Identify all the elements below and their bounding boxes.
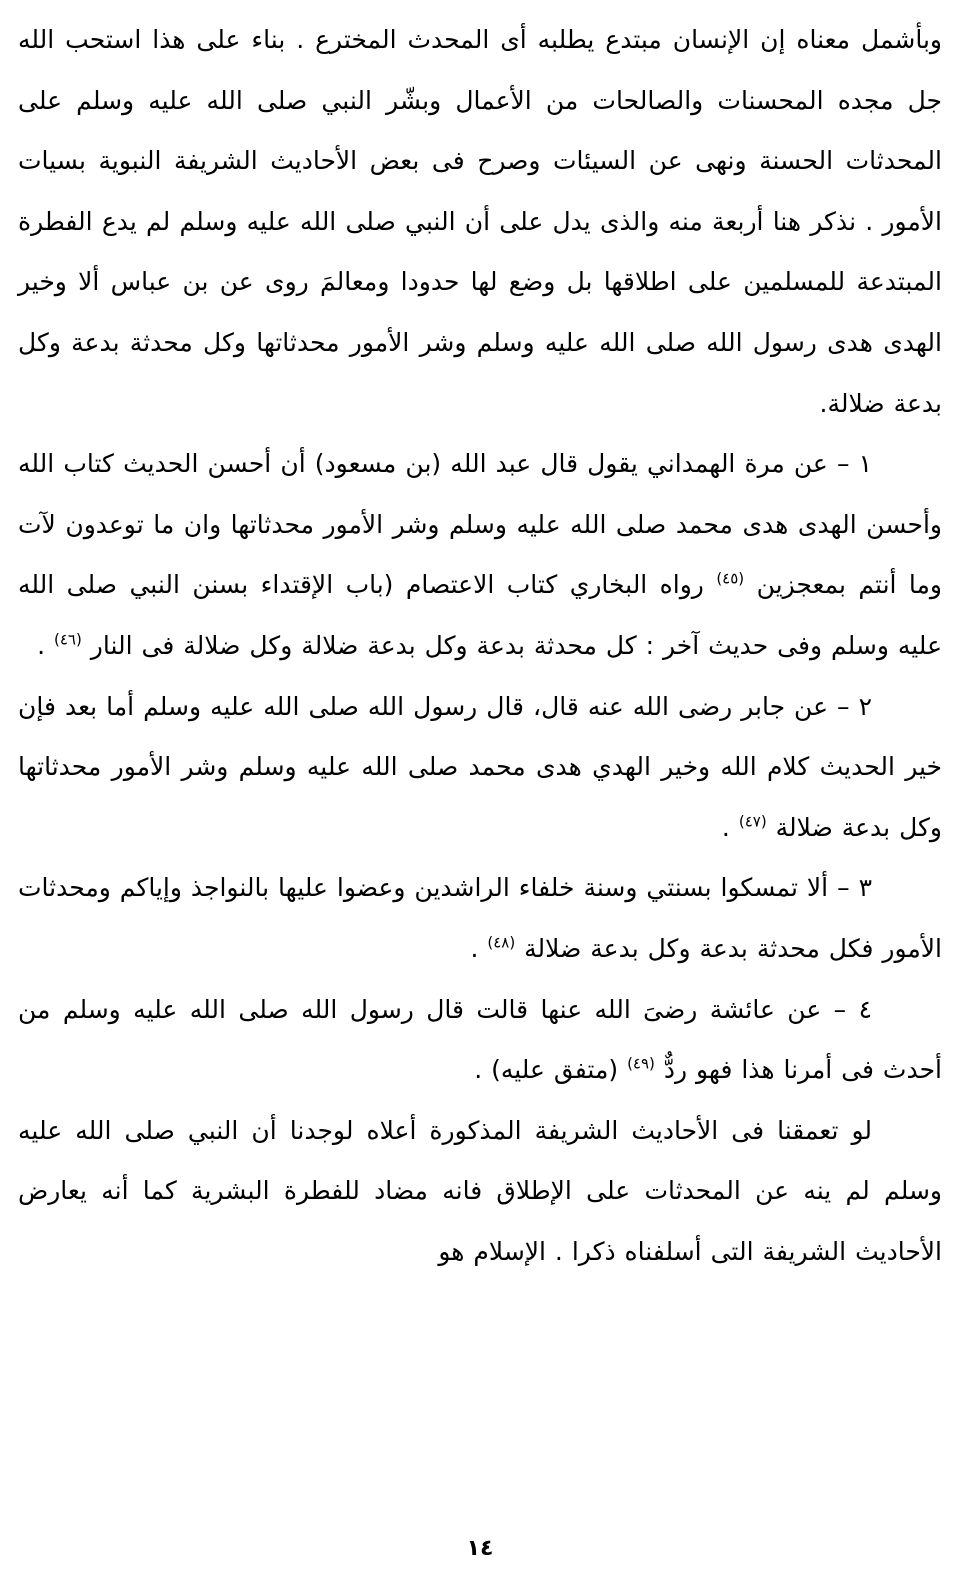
footnote-ref-47: (٤٧) xyxy=(738,812,767,831)
paragraph-intro-text: وبأشمل معناه إن الإنسان مبتدع يطلبه أى المحدث المخترع . بناء على هذا استحب الله جل مجده المحسنات والصالحات من الأعمال وبشّر النبي صلى الله عليه وسلم على المحدثات الحسنة ونهى عن السيئات وصرح فى بعض الأحاديث الشريفة النبوية بسيات الأمور . نذكر هنا أربعة منه والذى يدل على أن النبي صلى الله عليه وسلم لم يدع الفطرة المبتدعة للمسلمين على اطلاقها بل وضع لها حدودا ومعالمَ روى عن بن عباس ألا وخير الهدى هدى رسول الله صلى الله عليه وسلم وشر الأمور محدثاتها وكل محدثة بدعة وكل بدعة ضلالة. xyxy=(18,25,942,418)
hadith-1-end: . xyxy=(37,630,46,660)
hadith-4-text: ٤ – عن عائشة رضىَ الله عنها قالت قال رسول الله صلى الله عليه وسلم من أحدث فى أمرنا هذا فهو ردٌّ xyxy=(18,994,942,1085)
hadith-2-end: . xyxy=(721,812,730,842)
paragraph-intro xyxy=(18,10,942,434)
paragraph-hadith-2 xyxy=(18,677,942,859)
hadith-3-text: ٣ – ألا تمسكوا بسنتي وسنة خلفاء الراشدين وعضوا عليها بالنواجذ وإياكم ومحدثات الأمور فكل محدثة بدعة وكل بدعة ضلالة xyxy=(18,873,942,963)
document-page xyxy=(18,0,942,1588)
footnote-ref-45: (٤٥) xyxy=(716,570,745,589)
paragraph-hadith-1 xyxy=(18,434,942,676)
hadith-2-text: ٢ – عن جابر رضى الله عنه قال، قال رسول الله صلى الله عليه وسلم أما بعد فإن خير الحديث كلام الله وخير الهدي هدى محمد صلى الله عليه وسلم وشر الأمور محدثاتها وكل بدعة ضلالة xyxy=(18,691,942,842)
footnote-ref-46: (٤٦) xyxy=(53,630,82,649)
hadith-1-text: ١ – عن مرة الهمداني يقول قال عبد الله (بن مسعود) أن أحسن الحديث كتاب الله وأحسن الهدى هدى محمد صلى الله عليه وسلم وشر الأمور محدثاتها وان ما توعدون لآت وما أنتم بمعجزين xyxy=(18,449,943,600)
page-number: ١٤ xyxy=(466,1536,494,1561)
hadith-3-end: . xyxy=(470,933,479,963)
body-text xyxy=(18,0,942,1282)
paragraph-conclusion xyxy=(18,1101,942,1283)
hadith-1-source: رواه البخاري كتاب الاعتصام (باب الإقتداء بسنن النبي صلى الله عليه وسلم وفى حديث آخر : كل محدثة بدعة وكل بدعة ضلالة وكل ضلالة فى النار xyxy=(18,570,942,660)
footnote-ref-49: (٤٩) xyxy=(627,1054,655,1073)
paragraph-hadith-4 xyxy=(18,980,942,1101)
paragraph-hadith-3 xyxy=(18,858,942,979)
hadith-4-end: (متفق عليه) . xyxy=(474,1055,619,1085)
footnote-ref-48: (٤٨) xyxy=(487,933,516,952)
paragraph-conclusion-text: لو تعمقنا فى الأحاديث الشريفة المذكورة أعلاه لوجدنا أن النبي صلى الله عليه وسلم لم ينه عن المحدثات على الإطلاق فانه مضاد للفطرة البشرية كما أنه يعارض الأحاديث الشريفة التى أسلفناه ذكرا . الإسلام هو xyxy=(18,1115,942,1266)
